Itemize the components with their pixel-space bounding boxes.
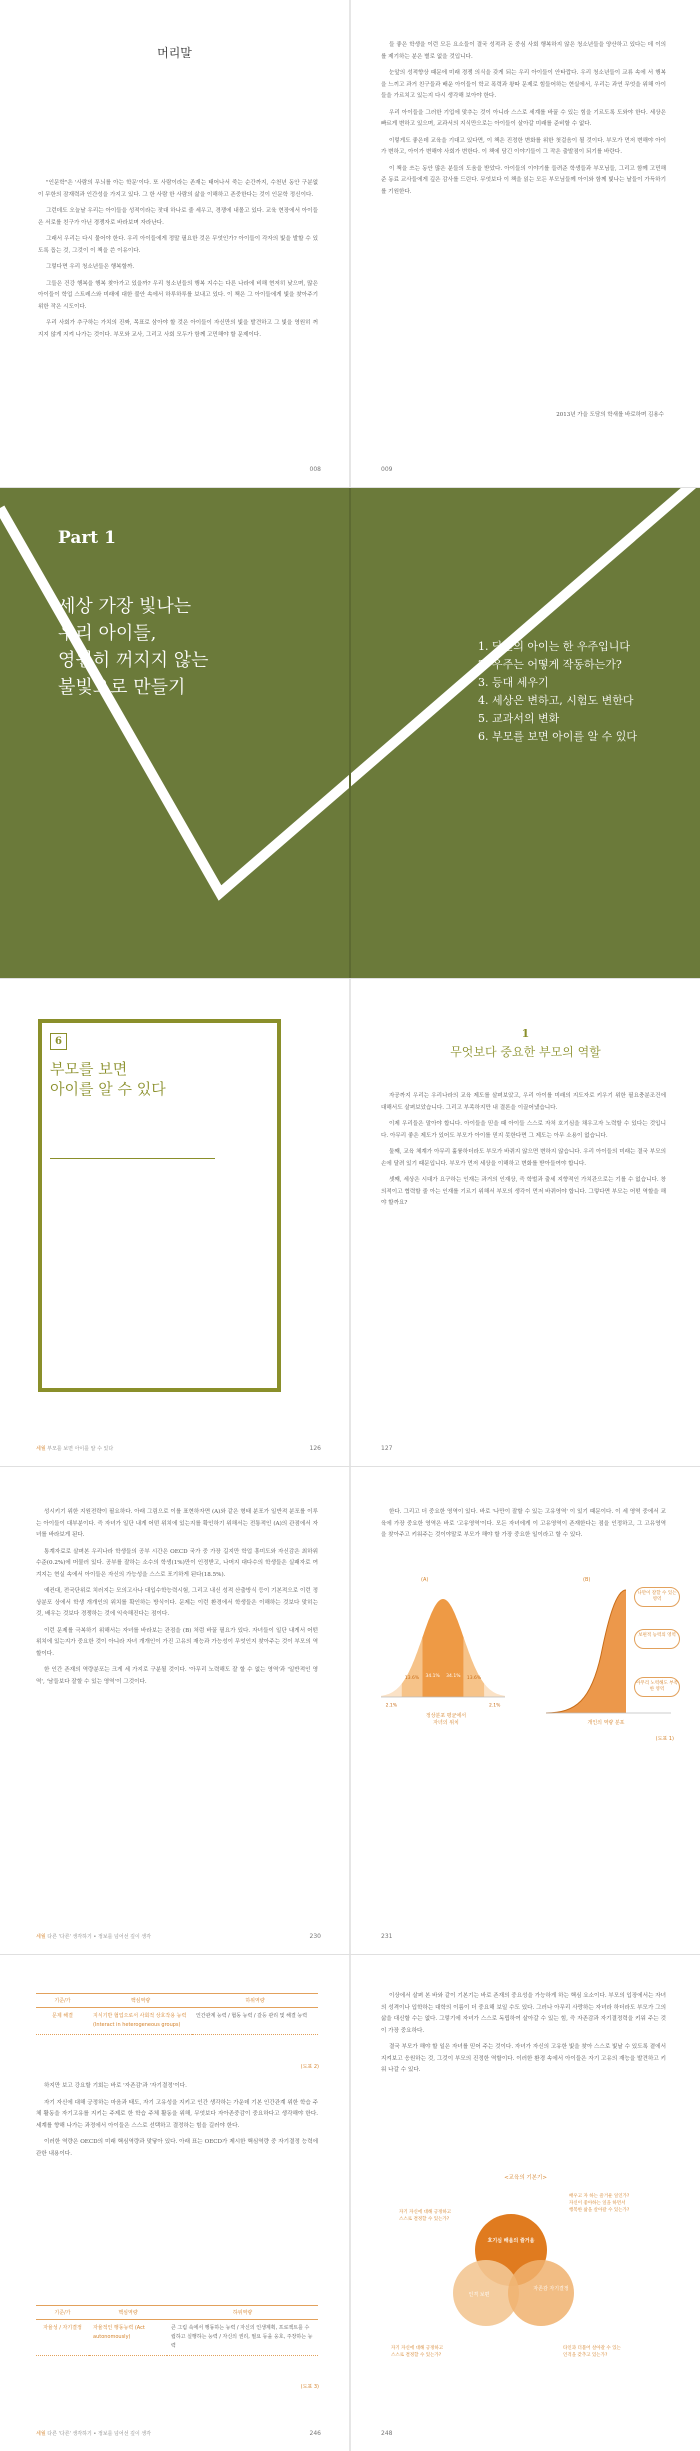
gutter — [349, 1955, 351, 2451]
section-number: 1 — [521, 1027, 530, 1040]
footer-text: 다른 '다른' 생각하기 • 정보를 넘어선 깊이 생각 — [47, 2431, 152, 2437]
paragraph: 성시키기 위한 지원전략이 필요하다. 아래 그림으로 이를 표현하자면 (A)와 같은 형태 분포가 일반적 분포를 이루는 아이들이 대부분이다. 즉 자녀가 일단 내게 어떤 위치에 있는지를 확인하기 위해서는 전통적인 (A)의 관점에서 자녀를 바라보게 된다. — [36, 1509, 318, 1538]
paragraph: 우리 아이들을 그러한 기업에 맞추는 것이 아니라 스스로 세계를 바꿀 수 있는 힘을 기르도록 도와야 한다. 세상은 빠르게 변하고 있으며, 교과서의 지식만으로는 아이들이 살아갈 미래를 준비할 수 없다. — [381, 109, 666, 127]
page-number: 231 — [381, 1933, 393, 1940]
note-line: 자신이 좋아하는 일을 하면서 — [569, 2201, 626, 2206]
note-line: 자기 자신에 대해 긍정하고 — [399, 2210, 452, 2215]
chapter-item: 2. 우주는 어떻게 작동하는가? — [478, 658, 622, 671]
paragraph: 예컨대, 전국단위로 치러지는 모의고사나 대입수학능력시험, 그리고 내신 성적 산출방식 등이 기본적으로 이런 정상분포 상에서 학생 개개인의 위치를 확인하는 방식이다. 문제는 이런 환경에서 학생들은 이해하는 것보다 맞히는 것, 배우는 것보다 경쟁하는 것에 익숙해진다는 점이다. — [36, 1588, 318, 1617]
part-label: Part 1 — [58, 528, 116, 548]
note-line: 인격을 갖추고 있는가? — [563, 2353, 608, 2358]
chart-a-label: (A) — [421, 1577, 429, 1583]
chapter-number: 6 — [50, 1033, 67, 1050]
diagram-note-bottom-left — [391, 2345, 443, 2359]
table-header: 기준/가 — [36, 1994, 89, 2008]
page-230 — [0, 1467, 349, 1954]
signature: 2013년 가을 도담의 학새를 바로하며 김용수 — [556, 412, 664, 418]
spread-chapter6 — [0, 979, 700, 1466]
percent-label: 2.1% — [488, 1703, 501, 1707]
note-line: 자기 자신에 대해 긍정하고 — [391, 2346, 444, 2351]
paragraph: 그런데도 오늘날 우리는 아이들을 성적이라는 잣대 하나로 줄 세우고, 경쟁에 내몰고 있다. 교육 현장에서 아이들은 서로를 친구가 아닌 경쟁자로 바라보며 자라난다. — [38, 208, 318, 226]
chapter-item: 6. 부모를 보면 아이를 알 수 있다 — [478, 730, 637, 743]
table-cell: 인간관계 능력 / 협동 능력 / 갈등 관리 및 해결 능력 — [192, 2008, 318, 2035]
page-preface-left — [0, 0, 349, 487]
page-248 — [351, 1955, 700, 2451]
table-header: 핵심역량 — [89, 2306, 167, 2320]
paragraph: 그렇다면 우리 청소년들은 행복할까. — [46, 264, 135, 270]
distribution-band — [464, 1638, 485, 1697]
body-text — [381, 1991, 666, 2082]
page-number: 127 — [381, 1445, 393, 1452]
table-header: 기준/가 — [36, 2306, 89, 2320]
running-footer — [36, 1933, 151, 1940]
body-text — [36, 2081, 318, 2165]
body-text — [36, 1507, 318, 1693]
table-header-row — [36, 1994, 318, 2008]
page-preface-right — [351, 0, 700, 487]
competency-table-1 — [36, 1993, 318, 2035]
page-231 — [351, 1467, 700, 1954]
gutter — [349, 1467, 351, 1954]
paragraph: 이러한 역량은 OECD의 미래 핵심역량과 맞닿아 있다. 아래 표는 OECD가 제시한 핵심역량 중 자기결정 능력에 관한 내용이다. — [36, 2139, 318, 2157]
chart-b-label: (B) — [583, 1577, 591, 1583]
page-section — [351, 979, 700, 1466]
table-cell: 자율적인 행동능력 (Act autonomously) — [89, 2320, 167, 2356]
chart-a-caption-line: 정상분포 평균에서 — [425, 1713, 467, 1719]
paragraph: 한 인간 존재의 역량분포는 크게 세 가지로 구분될 것이다. '아무리 노력해도 잘 할 수 없는 영역'과 '일반적인 영역', '남들보다 잘할 수 있는 영역'이 그것이다. — [36, 1667, 318, 1685]
chapter-item: 4. 세상은 변하고, 시험도 변한다 — [478, 694, 634, 707]
page-246 — [0, 1955, 349, 2451]
paragraph: 이제 우리들은 말아야 합니다. 아이들을 믿을 때 아이들 스스로 자처 호기심을 채우고자 노력할 수 있다는 것입니다. 아무리 좋은 제도가 있어도 부모가 아이를 믿지 못한다면 그 제도는 아무 소용이 없습니다. — [381, 1121, 666, 1139]
table-cell: 큰 그림 속에서 행동하는 능력 / 자신의 인생계획, 프로젝트를 수립하고 실행하는 능력 / 자신의 권리, 필요 등을 옹호, 주장하는 능력 — [167, 2320, 318, 2356]
venn-diagram — [351, 2205, 700, 2355]
distribution-band — [422, 1599, 443, 1697]
chapter-frame — [38, 1019, 281, 1392]
table-row — [36, 2008, 318, 2035]
figure-note: (도표 1) — [655, 1736, 674, 1742]
running-footer — [36, 1445, 113, 1452]
paragraph: 통계자료로 살펴본 우리나라 학생들의 공부 시간은 OECD 국가 중 가장 길지만 학업 흥미도와 자신감은 최하위 수준(0.2%)에 머물러 있다. 공부를 잘하는 소수의 학생(1%)만이 인정받고, 나머지 대다수의 학생들은 실패자로 여겨지는 현실 속에서 아이들은 자신의 가능성을 스스로 포기하게 된다(18.5%). — [36, 1548, 318, 1578]
diagram-title: <교육의 기본기> — [504, 2175, 547, 2181]
bubble-top: 나만이 잘할 수 있는 영역 — [634, 1587, 680, 1607]
footer-part: 세월 — [36, 1934, 46, 1940]
chart-a-caption — [391, 1713, 501, 1727]
paragraph: 그들은 건강 행복을 행복 찾아가고 있을까? 우리 청소년들의 행복 지수는 다른 나라에 비해 현저히 낮으며, 많은 아이들이 학업 스트레스와 미래에 대한 불안 속에서 하루하루를 보내고 있다. 이 책은 그 아이들에게 빛을 찾아주기 위한 작은 시도이다. — [38, 280, 318, 310]
paragraph: 눈앞의 성적향상 때문에 미래 경쟁 의식을 갖게 되는 우리 아이들이 안타깝다. 우리 청소년들이 교류 속에 서 행복을 느끼고 과거 친구들과 배운 아이들이 학교 폭력과 왕따 문제로 힘들어하는 현실에서, 우리는 과연 무엇을 위해 아이들을 가르치고 있는지 다시 생각해 보아야 한다. — [381, 70, 666, 99]
part-title-line: 불빛으로 만들기 — [58, 677, 186, 698]
table-header: 하위역량 — [167, 2306, 318, 2320]
paragraph: 자기 자신에 대해 긍정하는 마음과 태도, 자기 고유성을 지키고 인간 생각하는 가운데 기본 인간관계 위한 학습 주체 활동을 자기고유를 지키는 주제로 한 학습 주체 활동을 위해, 무엇보다 자아존중감이 중요하다고 생각해야 한다. 세계를 향해 나가는 과정에서 아이들은 스스로 선택하고 결정하는 힘을 길러야 한다. — [36, 2099, 318, 2129]
table-cell: 지식기반 협업으로서 사회적 상호작용 능력 (Interact in heterogeneous groups) — [89, 2008, 192, 2035]
spread-distribution — [0, 1467, 700, 1954]
distribution-band — [484, 1684, 505, 1697]
page-number: 248 — [381, 2430, 393, 2437]
distribution-band — [402, 1638, 423, 1697]
paragraph: 자공까지 우리는 우리나라의 교육 제도를 살펴보았고, 우리 아이를 미래의 지도자로 키우기 위한 필요충분조건에 대해서도 살펴보았습니다. 그리고 부족하지만 내 결론을 이끌어냈습니다. — [381, 1093, 666, 1111]
spread-preface — [0, 0, 700, 487]
note-line: 타인과 더불어 살아갈 수 있는 — [563, 2346, 621, 2351]
paragraph: 둘째, 교육 체계가 아무리 훌륭하더라도 부모가 바뀌지 않으면 변하지 않습니다. 우리 아이들의 미래는 결국 부모의 손에 달려 있기 때문입니다. 부모가 먼저 세상을 이해하고 변화를 받아들여야 합니다. — [381, 1149, 667, 1167]
part-title-line: 영원히 꺼지지 않는 — [58, 650, 209, 671]
chapter-item: 5. 교과서의 변화 — [478, 712, 560, 725]
table-header: 핵심역량 — [89, 1994, 192, 2008]
circle-self-esteem — [508, 2260, 574, 2326]
circle-label-character: 인격 보편 — [468, 2292, 490, 2298]
note-line: 스스로 결정할 수 있는가? — [399, 2217, 450, 2222]
table-header: 하위역량 — [192, 1994, 318, 2008]
paragraph: 그래서 우리는 다시 물어야 한다. 우리 아이들에게 정말 필요한 것은 무엇인가? 아이들이 각자의 빛을 발할 수 있도록 돕는 것, 그것이 이 책을 쓴 이유이다. — [38, 236, 318, 254]
table-cell: 자율성 / 자기결정 — [36, 2320, 89, 2356]
percent-label: 2.1% — [385, 1703, 398, 1707]
circle-label-self: 자존감 자기결정 — [533, 2286, 569, 2292]
distribution-band — [381, 1684, 402, 1697]
chapter-item: 1. 당신의 아이는 한 우주입니다 — [478, 640, 630, 653]
note-line: 스스로 결정할 수 있는가? — [391, 2353, 442, 2358]
table-header-row — [36, 2306, 318, 2320]
percent-label: 34.1% — [425, 1674, 440, 1679]
chapter-rule — [50, 1158, 215, 1159]
gutter — [349, 979, 351, 1466]
percent-label: 13.6% — [404, 1676, 420, 1682]
note-line: 행복한 삶을 살아갈 수 있는가? — [569, 2208, 630, 2213]
page-title: 머리말 — [157, 46, 192, 60]
paragraph: 우리 사회가 추구하는 가치의 진짜, 목표로 삼아야 할 것은 아이들이 자신만의 빛을 발견하고 그 빛을 영원히 꺼지지 않게 지켜 나가는 것이다. 부모와 교사, 그리고 사회 모두가 함께 고민해야 할 문제이다. — [38, 320, 318, 338]
part-title-line: 우리 아이들, — [58, 623, 157, 644]
gutter — [349, 0, 351, 487]
spread-part-opener — [0, 488, 700, 978]
part-title-line: 세상 가장 빛나는 — [58, 596, 192, 617]
diagram-note-bottom-right — [563, 2345, 621, 2359]
preface-text-left — [38, 178, 318, 346]
preface-text-right — [381, 40, 666, 203]
page-number: 126 — [309, 1445, 321, 1452]
running-footer — [36, 2430, 151, 2437]
bubble-bottom: 아무리 노력해도 부족한 영역 — [634, 1677, 680, 1697]
table-cell: 문제 해결 — [36, 2008, 89, 2035]
table-note: (도표 3) — [300, 2384, 319, 2390]
normal-distribution-chart — [373, 1587, 513, 1707]
page-number: 230 — [309, 1933, 321, 1940]
chart-b-caption: 개인의 역량 분포 — [587, 1720, 625, 1726]
footer-text: 다른 '다른' 생각하기 • 정보를 넘어선 깊이 생각 — [47, 1934, 152, 1940]
paragraph: 이런 문제를 극복하기 위해서는 자녀를 바라보는 관점을 (B) 처럼 바꿀 필요가 있다. 자녀들이 일단 내게서 어떤 위치에 있는지가 중요한 것이 아니라 자녀 개개인이 가진 고유의 재능과 가능성이 무엇인지 찾아주는 것이 부모의 역할이다. — [36, 1627, 318, 1657]
chapter-item: 3. 등대 세우기 — [478, 676, 549, 689]
chapter-title — [50, 1059, 166, 1099]
page-number: 246 — [309, 2430, 321, 2437]
gutter — [349, 488, 351, 978]
note-line: 배우고 자 하는 즐거운 일인가? — [569, 2194, 630, 2199]
bubble-mid: 보편적 능력의 영역 — [634, 1629, 680, 1649]
paragraph: 하지만 보고 강요할 기회는 바로 '자존감'과 '자기결정'이다. — [44, 2083, 187, 2089]
section-title: 무엇보다 중요한 부모의 역할 — [450, 1045, 601, 1059]
spread-competency — [0, 1955, 700, 2451]
paragraph: 이 책을 쓰는 동안 많은 분들의 도움을 받았다. 아이들의 이야기를 들려준 학생들과 부모님들, 그리고 함께 고민해 준 동료 교사들에게 깊은 감사를 드린다. 무엇보다 이 책을 읽는 모든 부모님들께 아이와 함께 빛나는 날들이 가득하기를 기원한다. — [381, 165, 666, 195]
competency-table-2 — [36, 2305, 318, 2356]
paragraph: 결국 부모가 해야 할 일은 자녀를 믿어 주는 것이다. 자녀가 자신의 고유한 빛을 찾아 스스로 빛날 수 있도록 곁에서 지켜보고 응원하는 것, 그것이 부모의 진정한 역할이다. 이러한 환경 속에서 아이들은 자기 고유의 재능을 발견하고 키워 나갈 수 있다. — [381, 2044, 666, 2073]
page-number: 009 — [381, 466, 393, 473]
page-number: 008 — [309, 466, 321, 473]
percent-label: 34.1% — [446, 1674, 461, 1679]
section-body — [381, 1091, 666, 1215]
chart-a-caption-line: 자녀의 위치 — [433, 1720, 459, 1726]
chapter-title-line: 부모를 보면 — [50, 1060, 128, 1078]
table-note: (도표 2) — [300, 2064, 319, 2070]
footer-part: 세월 — [36, 2431, 46, 2437]
footer-text: 부모를 보면 아이를 알 수 있다 — [47, 1446, 114, 1452]
paragraph: 이상에서 살펴 본 바와 같이 기본기는 바로 존재의 중요성을 가능하게 하는 핵심 요소이다. 부모의 입장에서는 자녀의 성격이나 입학하는 대학의 이름이 더 중요해 보일 수도 있다. 그러나 아무리 사랑하는 자녀라 하더라도 부모가 그의 삶을 대신할 수는 없다. 그렇기에 자녀가 스스로 독립하여 살아갈 수 있는 힘, 즉 자존감과 자기결정력을 키워 주는 것이 가장 중요하다. — [381, 1993, 667, 2034]
table-row — [36, 2320, 318, 2356]
percent-label: 13.6% — [466, 1676, 482, 1682]
body-text — [381, 1507, 666, 1547]
paragraph: 셋째, 세상은 시대가 요구하는 인재는 과거의 인재상, 즉 학벌과 출세 지향적인 가치관으로는 기를 수 없습니다. 창의적이고 협력할 줄 아는 인재를 기르기 위해서 부모의 생각이 먼저 바뀌어야 합니다. 그렇다면 부모는 어떤 역할을 해야 할까요? — [381, 1177, 666, 1206]
circle-label-curiosity: 호기심 배움의 즐거움 — [487, 2238, 535, 2244]
page-chapter-opener — [0, 979, 349, 1466]
footer-part: 세월 — [36, 1446, 46, 1452]
chapter-title-line: 아이를 알 수 있다 — [50, 1080, 166, 1098]
chapter-list — [478, 638, 637, 746]
paragraph: 한다. 그리고 더 중요한 영역이 있다. 바로 '나만이 잘할 수 있는 고유영역' 이 있기 때문이다. 이 세 영역 중에서 교육에 가장 중요한 영역은 바로 '고유영역'이다. 모든 자녀에게 이 고유영역이 존재한다는 점을 인정하고, 그 고유영역을 찾아주고 키워주는 것이야말로 부모가 해야 할 가장 중요한 일이라고 할 수 있다. — [381, 1509, 666, 1538]
distribution-band — [443, 1599, 464, 1697]
paragraph: 들 좋은 학생을 이런 모든 요소들이 결국 성적과 돈 중심 사회 행복하지 않은 청소년들을 양산하고 있다는 데 이의를 제기하는 분은 별로 없을 것입니다. — [381, 42, 666, 60]
paragraph: "인문학"은 '사람의 무늬를 아는 학문'이다. 또 사람이라는 존재는 태어나서 죽는 순간까지, 수천년 동안 구분없이 무한의 잠재력과 인간성을 가지고 있다. 그 한 사람 한 사람의 삶을 이해하고 존중한다는 것이 인문학 정신이다. — [38, 180, 318, 198]
paragraph: 이렇게도 좋은데 교육을 기대고 있다면, 이 책은 진정한 변화를 위한 첫걸음이 될 것이다. 부모가 먼저 변해야 아이가 변하고, 아이가 변해야 사회가 변한다. 이 책에 담긴 이야기들이 그 작은 출발점이 되기를 바란다. — [381, 137, 666, 155]
part-title — [58, 593, 209, 701]
